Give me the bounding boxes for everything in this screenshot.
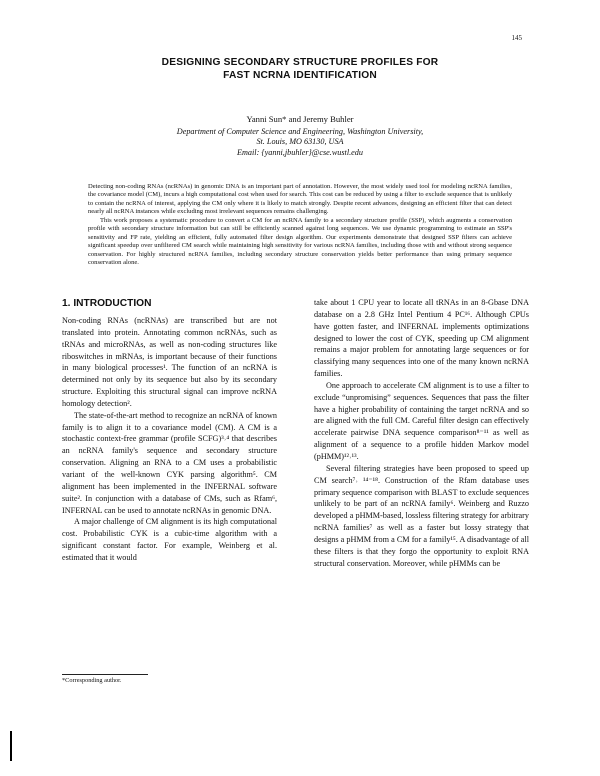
authors: Yanni Sun* and Jeremy Buhler	[246, 114, 354, 124]
footnote-rule	[62, 674, 148, 675]
footnote: *Corresponding author.	[62, 677, 122, 684]
affiliation-line-2: St. Louis, MO 63130, USA	[256, 137, 344, 147]
affiliation-email: Email: {yanni,jbuhler}@cse.wustl.edu	[237, 147, 363, 157]
right-column	[314, 297, 529, 569]
intro-paragraph-1: Non-coding RNAs (ncRNAs) are transcribed but are not translated into protein. Annotating common ncRNAs, such as tRNAs and microRNAs, as well as non-coding structures like riboswitches in mRNAs, is important because of their functions in many biological processes¹. The function of an ncRNA is determined not only by its sequence but also by its secondary structure. Exploiting this structural signal can improve ncRNA homology detection².	[62, 316, 277, 408]
section-heading: 1. INTRODUCTION	[62, 298, 152, 309]
left-column	[62, 297, 277, 564]
intro-paragraph-4: take about 1 CPU year to locate all tRNAs in an 8-Gbase DNA database on a 2.8 GHz Intel Pentium 4 PC¹⁶. Although CPUs have gotten faster, and INFERNAL implements optimizations designed to lower the cost of CYK, speeding up CM alignment remains a major problem for annotating large sequences or for classifying many sequences into one of the many known ncRNA families.	[314, 298, 529, 379]
title-line-2: FAST NCRNA IDENTIFICATION	[223, 70, 377, 81]
intro-paragraph-5: One approach to accelerate CM alignment is to use a filter to exclude “unpromising” sequences. Sequences that pass the filter have a higher probability of containing the target ncRNA and so are aligned with the full CM. Careful filter design can effectively accelerate pairwise DNA sequence comparison⁸⁻¹¹ as well as alignment of a sequence to a profile hidden Markov model (pHMM)¹²˒¹³.	[314, 380, 529, 461]
abstract-paragraph-1: Detecting non-coding RNAs (ncRNAs) in genomic DNA is an important part of annotation. However, the most widely used tool for modeling ncRNA families, the covariance model (CM), incurs a high computational cost when used for search. This cost can be reduced by using a filter to exclude sequence that is unlikely to contain the ncRNA of interest, applying the CM only where it is likely to match strongly. Despite recent advances, designing an efficient filter that can detect nearly all ncRNA instances while excluding most irrelevant sequences remains challenging.	[88, 183, 512, 216]
affiliation	[0, 127, 600, 158]
margin-bar	[10, 731, 12, 761]
paper-title	[0, 56, 600, 82]
abstract	[88, 183, 512, 268]
abstract-paragraph-2: This work proposes a systematic procedure to convert a CM for an ncRNA family to a secondary structure profile (SSP), which augments a conservation profile with secondary structure information but can still be efficiently scanned against long sequences. We use dynamic programming to estimate an SSP's sensitivity and FP rate, yielding an efficient, fully automated filter design algorithm. Our experiments demonstrate that designed SSP filters can achieve significant speedup over unfiltered CM search while maintaining high sensitivity for various ncRNA families, including those with and without strong sequence conservation. For highly structured ncRNA families, including secondary structure conservation yields better performance than using primary sequence conservation alone.	[88, 216, 512, 267]
intro-paragraph-3: A major challenge of CM alignment is its high computational cost. Probabilistic CYK is a cubic-time algorithm with a significant constant factor. For example, Weinberg et al. estimated that it would	[62, 517, 277, 562]
intro-paragraph-2: The state-of-the-art method to recognize an ncRNA of known family is to align it to a covariance model (CM). A CM is a stochastic context-free grammar (profile SCFG)³˒⁴ that describes an ncRNA family's sequence and secondary structure conservation. Aligning an RNA to a CM uses a probabilistic variant of the well-known CYK parsing algorithm⁵. CM alignment has been implemented in the INFERNAL software suite². In conjunction with a database of CMs, such as Rfam⁶, INFERNAL can be used to annotate ncRNAs in genomic DNA.	[62, 410, 277, 515]
page-number: 145	[511, 34, 522, 42]
intro-paragraph-6: Several filtering strategies have been proposed to speed up CM search⁷˒ ¹⁴⁻¹⁸. Construction of the Rfam database uses primary sequence comparison with BLAST to exclude sequences unlikely to be part of an ncRNA family⁶. Weinberg and Ruzzo developed a pHMM-based, lossless filtering strategy for arbitrary ncRNA families⁷ as well as a faster but lossy strategy that designs a pHMM from a CM for a family¹⁵. A disadvantage of all these filters is that they forgo the opportunity to exploit RNA structural conservation. Moreover, while pHMMs can be	[314, 463, 529, 568]
title-line-1: DESIGNING SECONDARY STRUCTURE PROFILES FOR	[161, 57, 439, 68]
affiliation-line-1: Department of Computer Science and Engineering, Washington University,	[176, 127, 424, 136]
